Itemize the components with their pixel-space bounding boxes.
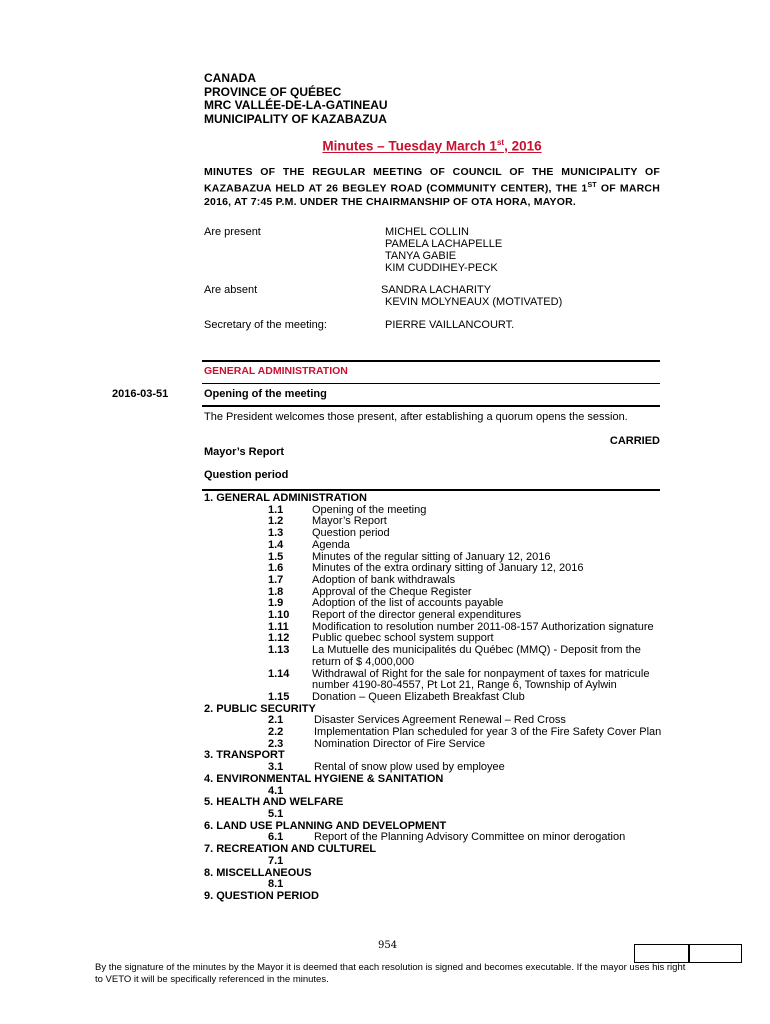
header-line-country: CANADA <box>204 71 256 85</box>
agenda-item-number-text: 3.1 <box>268 761 284 774</box>
agenda-item-number-text: 1.1 <box>268 503 284 516</box>
agenda-item-number-text: 1.5 <box>268 550 284 563</box>
initials-box <box>688 944 742 963</box>
footer-note: By the signature of the minutes by the Mayor it is deemed that each resolution is signed and becomes executable. If the mayor uses his right to VETO it will be specifically referenced in the minutes. <box>95 962 686 985</box>
agenda-item-number <box>204 809 292 821</box>
agenda-item-text: Report of the Planning Advisory Committee on minor derogation <box>314 831 626 844</box>
agenda-item-number <box>204 856 292 868</box>
agenda-item-text <box>292 879 664 891</box>
agenda-item <box>204 540 664 552</box>
title-suffix: , 2016 <box>504 138 542 154</box>
secretary-name: PIERRE VAILLANCOURT. <box>385 319 515 331</box>
agenda-item-number-text: 1.4 <box>268 538 284 551</box>
intro-part2: OF MARCH 2016, AT 7:45 P.M. UNDER THE CHAIRMANSHIP OF OTA HORA, MAYOR. <box>204 182 660 208</box>
agenda-item-number-text: 1.13 <box>268 644 290 657</box>
page-number: 954 <box>378 940 398 951</box>
agenda-item-number-text: 1.10 <box>268 609 290 622</box>
section-heading: GENERAL ADMINISTRATION <box>204 365 348 377</box>
present-member: TANYA GABIE <box>385 250 457 262</box>
intro-part1: MINUTES OF THE REGULAR MEETING OF COUNCIL OF THE MUNICIPALITY OF KAZABAZUA HELD AT 26 BEGLEY ROAD (COMMUNITY CENTER), THE 1 <box>204 166 660 195</box>
agenda-item-number-text: 1.3 <box>268 527 284 540</box>
present-member: KIM CUDDIHEY-PECK <box>385 262 498 274</box>
agenda-item-number-text: 1.11 <box>268 620 289 633</box>
agenda-item-number <box>204 645 292 668</box>
agenda-item-text <box>292 786 664 798</box>
agenda-item-text: Public quebec school system support <box>312 632 494 645</box>
agenda-item-text: Modification to resolution number 2011-08-157 Authorization signature <box>312 620 654 633</box>
agenda-item-number <box>204 692 292 704</box>
header-line-municipality: MUNICIPALITY OF KAZABAZUA <box>204 111 387 126</box>
absent-member: SANDRA LACHARITY <box>381 284 492 296</box>
agenda-item-number-text: 1.6 <box>268 562 284 575</box>
agenda-item <box>204 575 664 587</box>
agenda-item-text: La Mutuelle des municipalités du Québec (MMQ) - Deposit from the return of $ 4,000,000 <box>312 644 641 668</box>
secretary-label: Secretary of the meeting: <box>204 319 327 331</box>
meeting-intro <box>204 166 660 209</box>
present-label: Are present <box>204 226 261 238</box>
agenda-rule <box>202 489 660 491</box>
agenda-item-number <box>204 575 292 587</box>
absent-member: KEVIN MOLYNEAUX (MOTIVATED) <box>385 296 563 308</box>
agenda-item-number-text: 1.8 <box>268 585 284 598</box>
absent-label: Are absent <box>204 284 258 296</box>
agenda-section-heading: 6. LAND USE PLANNING AND DEVELOPMENT <box>204 819 447 832</box>
header-line-province: PROVINCE OF QUÉBEC <box>204 84 342 99</box>
agenda-item-text: Nomination Director of Fire Service <box>314 737 486 750</box>
agenda <box>204 493 664 903</box>
agenda-item <box>204 610 664 622</box>
agenda-item-text: Adoption of bank withdrawals <box>312 573 456 586</box>
agenda-item-text: Report of the director general expenditures <box>312 609 522 622</box>
absent-list <box>381 284 562 308</box>
agenda-item-text <box>292 856 664 868</box>
agenda-item-number-text: 1.15 <box>268 690 290 703</box>
agenda-item-number-text: 1.2 <box>268 515 284 528</box>
agenda-item-number <box>204 727 292 739</box>
agenda-section-heading: 4. ENVIRONMENTAL HYGIENE & SANITATION <box>204 772 444 785</box>
agenda-item-number-text: 6.1 <box>268 831 284 844</box>
agenda-item-number-text: 1.7 <box>268 573 284 586</box>
resolution-status: CARRIED <box>609 435 660 447</box>
agenda-item-text: Rental of snow plow used by employee <box>314 761 505 774</box>
present-list <box>385 226 502 274</box>
agenda-item-number-text: 2.1 <box>268 714 284 727</box>
agenda-item-number-text: 2.2 <box>268 726 284 739</box>
agenda-item-number <box>204 669 292 692</box>
document-title <box>204 138 660 154</box>
agenda-item-text: Adoption of the list of accounts payable <box>312 597 504 610</box>
resolution-title: Opening of the meeting <box>204 388 327 400</box>
agenda-item-number-text: 1.9 <box>268 597 284 610</box>
agenda-item-number-text: 8.1 <box>268 878 284 891</box>
agenda-item-text: Minutes of the extra ordinary sitting of January 12, 2016 <box>312 562 584 575</box>
agenda-item-number-text: 1.14 <box>268 667 290 680</box>
resolution-number: 2016-03-51 <box>112 388 169 400</box>
agenda-item-text: Mayor’s Report <box>312 515 387 528</box>
initials-box <box>634 944 690 963</box>
agenda-item-text: Implementation Plan scheduled for year 3 of the Fire Safety Cover Plan <box>314 726 662 739</box>
header-line-mrc: MRC VALLÉE-DE-LA-GATINEAU <box>204 98 388 112</box>
present-member: PAMELA LACHAPELLE <box>385 238 503 250</box>
agenda-item <box>204 669 664 692</box>
agenda-item-text: Withdrawal of Right for the sale for nonpayment of taxes for matricule number 4190-80-4557, Pt Lot 21, Range 6, Township of Aylwin <box>312 667 650 692</box>
agenda-item-text: Disaster Services Agreement Renewal – Red Cross <box>314 714 566 727</box>
agenda-item-number-text: 7.1 <box>268 854 284 867</box>
agenda-item <box>204 809 664 821</box>
intro-sup: ST <box>587 182 597 189</box>
agenda-section-heading: 9. QUESTION PERIOD <box>204 889 319 902</box>
agenda-item-number <box>204 610 292 622</box>
agenda-item-text: Donation – Queen Elizabeth Breakfast Club <box>312 690 525 703</box>
agenda-item-number-text: 4.1 <box>268 784 284 797</box>
agenda-item-number-text: 1.12 <box>268 632 290 645</box>
agenda-item-text <box>292 809 664 821</box>
agenda-item-text: Minutes of the regular sitting of January 12, 2016 <box>312 550 551 563</box>
title-prefix: Minutes – Tuesday March 1 <box>322 138 497 154</box>
present-member: MICHEL COLLIN <box>385 226 469 238</box>
agenda-item <box>204 856 664 868</box>
agenda-item-text: Question period <box>312 527 390 540</box>
resolution-text: The President welcomes those present, after establishing a quorum opens the session. <box>204 411 628 423</box>
resolution-rule <box>202 405 660 407</box>
agenda-section-heading: 5. HEALTH AND WELFARE <box>204 796 344 809</box>
agenda-section-heading: 1. GENERAL ADMINISTRATION <box>204 492 367 504</box>
title-sup: st <box>496 138 505 147</box>
agenda-section-heading: 3. TRANSPORT <box>204 749 285 762</box>
agenda-section-heading: 7. RECREATION AND CULTUREL <box>204 843 377 856</box>
agenda-item-number-text: 2.3 <box>268 737 284 750</box>
agenda-item-text: Approval of the Cheque Register <box>312 585 472 598</box>
agenda-item <box>204 692 664 704</box>
agenda-item-number <box>204 540 292 552</box>
agenda-item <box>204 645 664 668</box>
section-rule-mid <box>202 383 660 384</box>
agenda-item-text: Opening of the meeting <box>312 503 427 516</box>
agenda-item-number-text: 5.1 <box>268 807 284 820</box>
mayors-report-heading: Mayor’s Report <box>204 446 285 458</box>
agenda-item-text: Agenda <box>312 538 350 551</box>
section-rule-top <box>202 360 660 362</box>
question-period-heading: Question period <box>204 469 289 481</box>
municipality-header <box>204 72 388 126</box>
agenda-section-heading: 8. MISCELLANEOUS <box>204 866 312 879</box>
agenda-section-heading: 2. PUBLIC SECURITY <box>204 702 316 715</box>
agenda-item <box>204 727 664 739</box>
